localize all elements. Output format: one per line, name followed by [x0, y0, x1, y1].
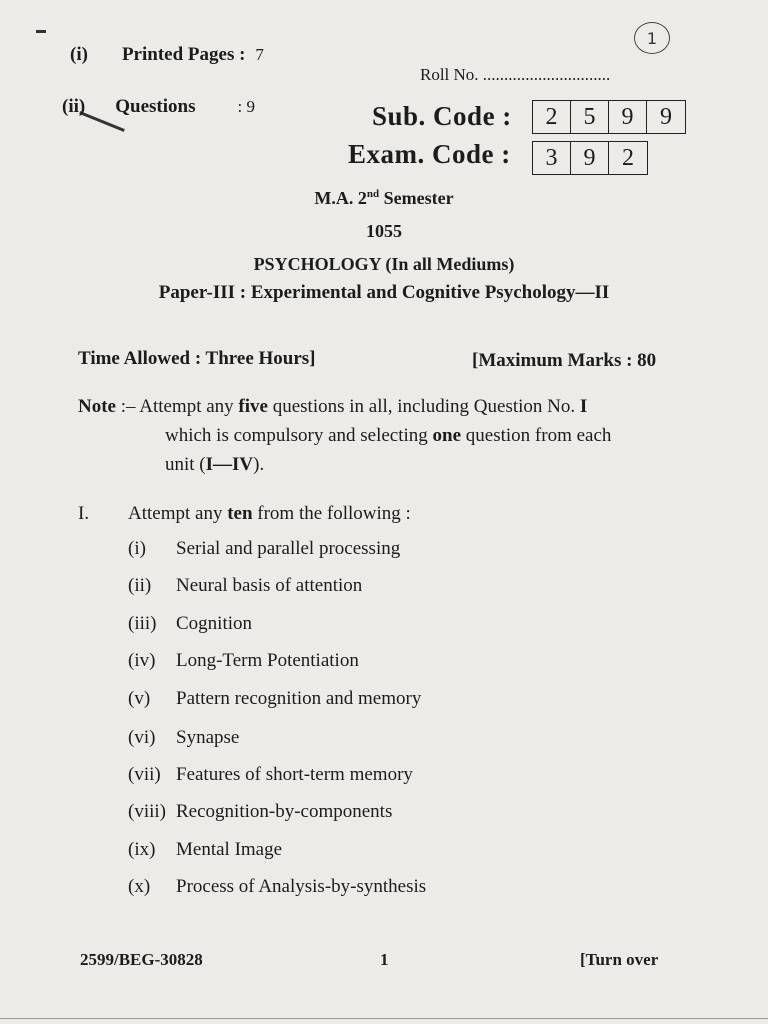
sub-code-digit: 2 [533, 101, 571, 133]
list-item: (viii) Recognition-by-components [128, 801, 393, 822]
time-allowed: Time Allowed : Three Hours] [78, 348, 316, 369]
instructions-note: Note :– Attempt any five questions in all, including Question No. I [78, 396, 588, 417]
pen-stroke-mark [36, 30, 46, 33]
exam-code-label: Exam. Code : [348, 139, 511, 169]
course-title: M.A. 2nd Semester [314, 188, 454, 208]
exam-code-digit: 2 [622, 144, 634, 171]
questions-value: : 9 [237, 97, 255, 116]
sub-code-digit: 5 [571, 101, 609, 133]
subject-title: PSYCHOLOGY (In all Mediums) [253, 254, 515, 274]
list-item: (iii) Cognition [128, 613, 253, 634]
instructions-note-line2: which is compulsory and selecting one question from each [165, 425, 612, 446]
sub-code-boxes [532, 100, 686, 134]
list-item: (vii) Features of short-term memory [128, 764, 413, 785]
list-item: (i) Serial and parallel processing [128, 538, 401, 559]
footer-page-number: 1 [380, 950, 389, 969]
list-item: (ix) Mental Image [128, 839, 283, 860]
exam-code-digit: 3 [533, 142, 571, 174]
footer-paper-code: 2599/BEG-30828 [80, 950, 203, 969]
questions-num: (ii) [62, 96, 86, 117]
sub-code-label: Sub. Code : [372, 101, 512, 131]
instructions-note-line3: unit (I—IV). [165, 454, 265, 475]
footer-turn-over: [Turn over [580, 950, 659, 969]
question-number: I. [78, 503, 90, 524]
list-item: (ii) Neural basis of attention [128, 575, 363, 596]
paper-title: Paper-III : Experimental and Cognitive Psychology—II [158, 282, 610, 303]
exam-code-digit: 9 [571, 142, 609, 174]
paper-number: 1055 [366, 221, 402, 241]
note-label: Note [78, 396, 116, 417]
exam-code-boxes [532, 141, 648, 175]
questions-label: Questions [115, 96, 196, 117]
printed-pages-line [70, 44, 264, 66]
questions-line [62, 96, 255, 118]
sub-code-digit: 9 [609, 101, 647, 133]
sub-code-digit: 9 [660, 103, 672, 130]
list-item: (x) Process of Analysis-by-synthesis [128, 876, 427, 897]
question-instruction: Attempt any ten from the following : [128, 503, 411, 524]
list-item: (vi) Synapse [128, 727, 240, 748]
printed-pages-value: 7 [255, 45, 264, 64]
maximum-marks: [Maximum Marks : 80 [472, 350, 657, 371]
printed-pages-label: Printed Pages : [121, 44, 246, 65]
printed-pages-num: (i) [70, 44, 88, 65]
list-item: (iv) Long-Term Potentiation [128, 650, 359, 671]
circled-page-number: 1 [634, 22, 670, 54]
list-item: (v) Pattern recognition and memory [128, 688, 422, 709]
roll-no-field: Roll No. .............................. [420, 65, 611, 84]
page-bottom-rule [0, 1018, 768, 1019]
